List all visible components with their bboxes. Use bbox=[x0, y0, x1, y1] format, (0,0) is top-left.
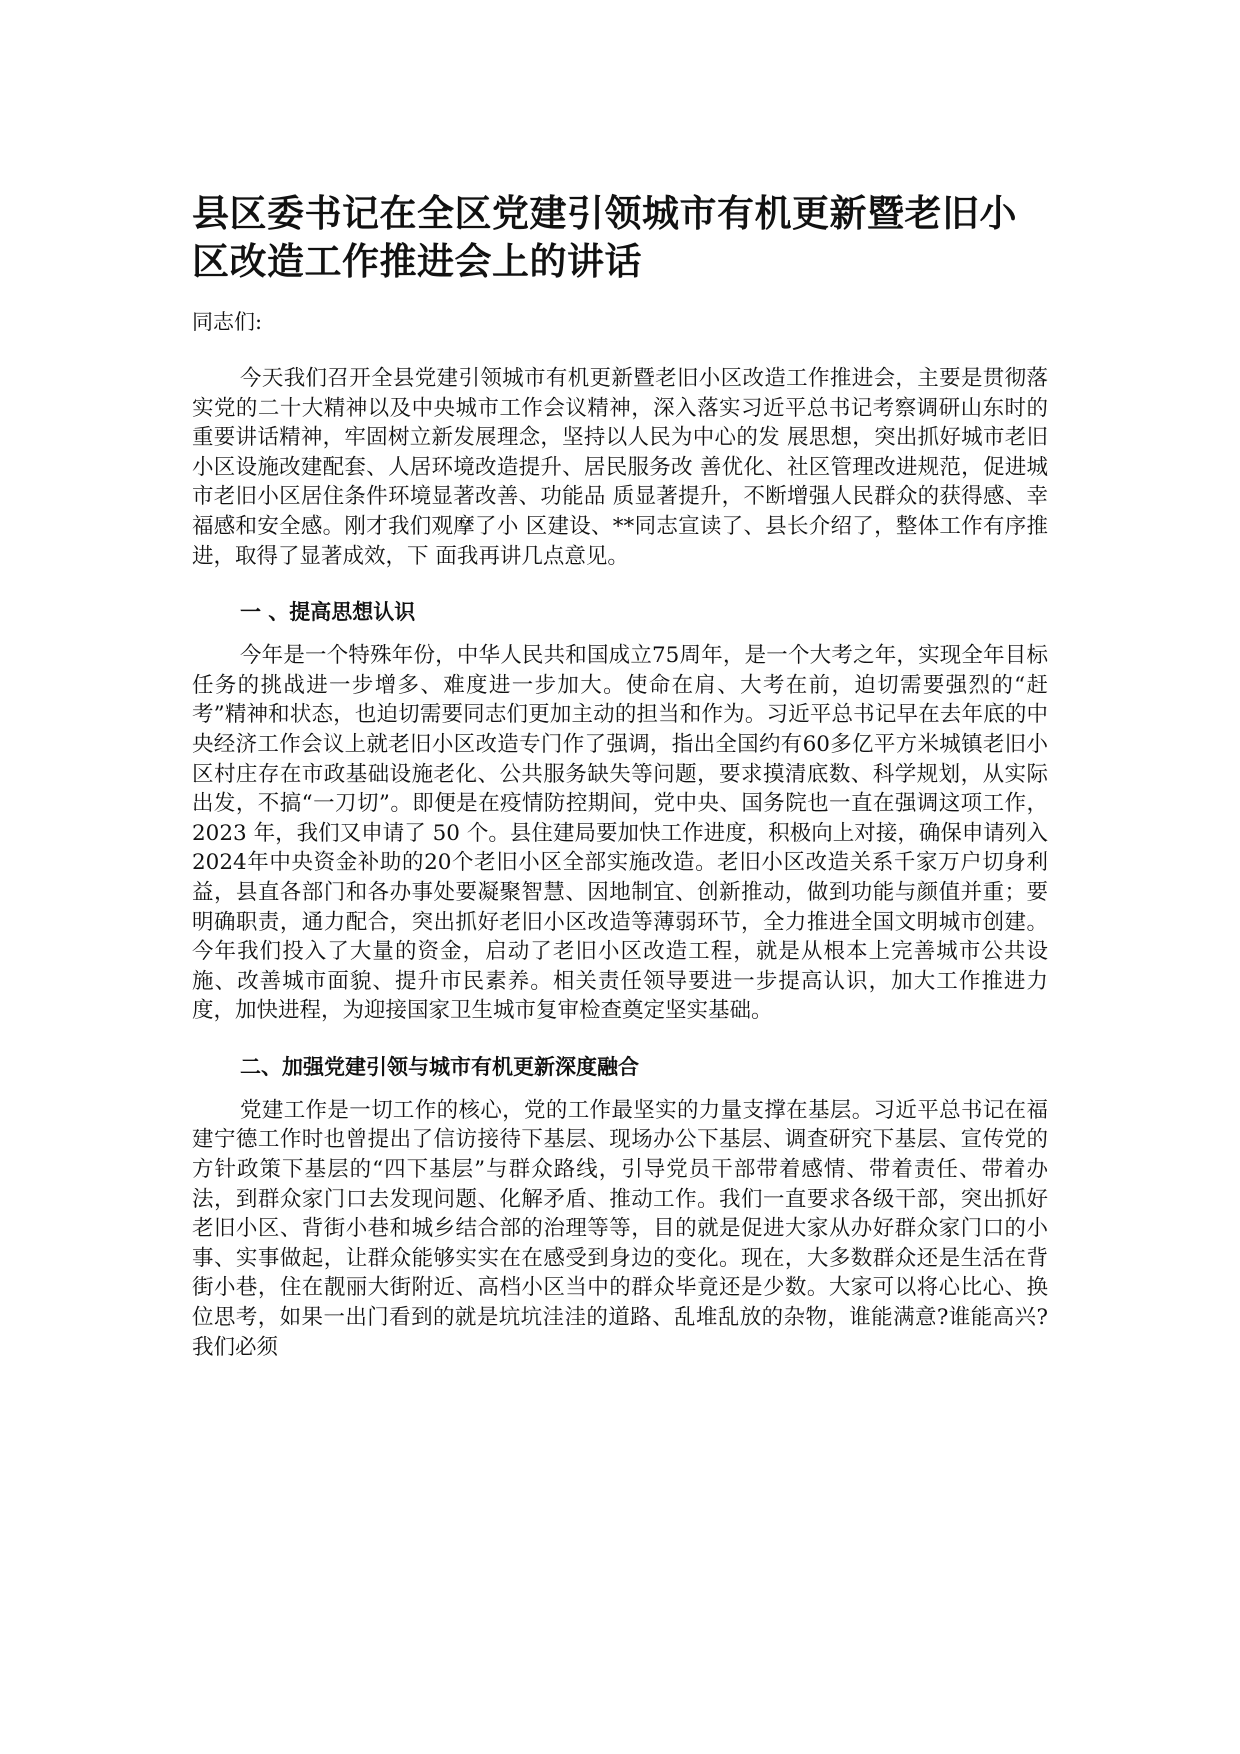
intro-paragraph: 今天我们召开全县党建引领城市有机更新暨老旧小区改造工作推进会，主要是贯彻落实党的二十大精神以及中央城市工作会议精神，深入落实习近平总书记考察调研山东时的重要讲话精神，牢固树立新发展理念，坚持以人民为中心的发 展思想，突出抓好城市老旧小区设施改建配套、人居环境改造提升、居民服务改 善优化、社区管理改进规范，促进城市老旧小区居住条件环境显著改善、功能品 质显著提升，不断增强人民群众的获得感、幸福感和安全感。刚才我们观摩了小 区建设、**同志宣读了、县长介绍了，整体工作有序推进，取得了显著成效，下 面我再讲几点意见。 bbox=[192, 366, 1048, 569]
section-paragraph-1: 今年是一个特殊年份，中华人民共和国成立75周年，是一个大考之年，实现全年目标任务的挑战进一步增多、难度进一步加大。使命在肩、大考在前，迫切需要强烈的“赶考”精神和状态，也迫切需要同志们更加主动的担当和作为。习近平总书记早在去年底的中央经济工作会议上就老旧小区改造专门作了强调，指出全国约有60多亿平方米城镇老旧小区村庄存在市政基础设施老化、公共服务缺失等问题，要求摸清底数、科学规划，从实际出发，不搞“一刀切”。即便是在疫情防控期间，党中央、国务院也一直在强调这项工作，2023 年，我们又申请了 50 个。县住建局要加快工作进度，积极向上对接，确保申请列入2024年中央资金补助的20个老旧小区全部实施改造。老旧小区改造关系千家万户切身利益，县直各部门和各办事处要凝聚智慧、因地制宜、创新推动，做到功能与颜值并重；要明确职责，通力配合，突出抓好老旧小区改造等薄弱环节，全力推进全国文明城市创建。今年我们投入了大量的资金，启动了老旧小区改造工程，就是从根本上完善城市公共设施、改善城市面貌、提升市民素养。相关责任领导要进一步提高认识，加大工作推进力度，加快进程，为迎接国家卫生城市复审检查奠定坚实基础。 bbox=[192, 643, 1048, 1024]
document-body bbox=[192, 190, 1048, 1362]
section-heading-2: 二、加强党建引领与城市有机更新深度融合 bbox=[240, 1054, 639, 1079]
salutation: 同志们: bbox=[192, 310, 263, 334]
document-title: 县区委书记在全区党建引领城市有机更新暨老旧小区改造工作推进会上的讲话 bbox=[192, 192, 1017, 283]
section-paragraph-2: 党建工作是一切工作的核心，党的工作最坚实的力量支撑在基层。习近平总书记在福建宁德工作时也曾提出了信访接待下基层、现场办公下基层、调查研究下基层、宣传党的方针政策下基层的“四下基层”与群众路线，引导党员干部带着感情、带着责任、带着办法，到群众家门口去发现问题、化解矛盾、推动工作。我们一直要求各级干部，突出抓好老旧小区、背街小巷和城乡结合部的治理等等，目的就是促进大家从办好群众家门口的小事、实事做起，让群众能够实实在在感受到身边的变化。现在，大多数群众还是生活在背街小巷，住在靓丽大街附近、高档小区当中的群众毕竟还是少数。大家可以将心比心、换位思考，如果一出门看到的就是坑坑洼洼的道路、乱堆乱放的杂物，谁能满意?谁能高兴?我们必须 bbox=[192, 1097, 1048, 1360]
section-heading-1: 一 、提高思想认识 bbox=[240, 600, 416, 625]
